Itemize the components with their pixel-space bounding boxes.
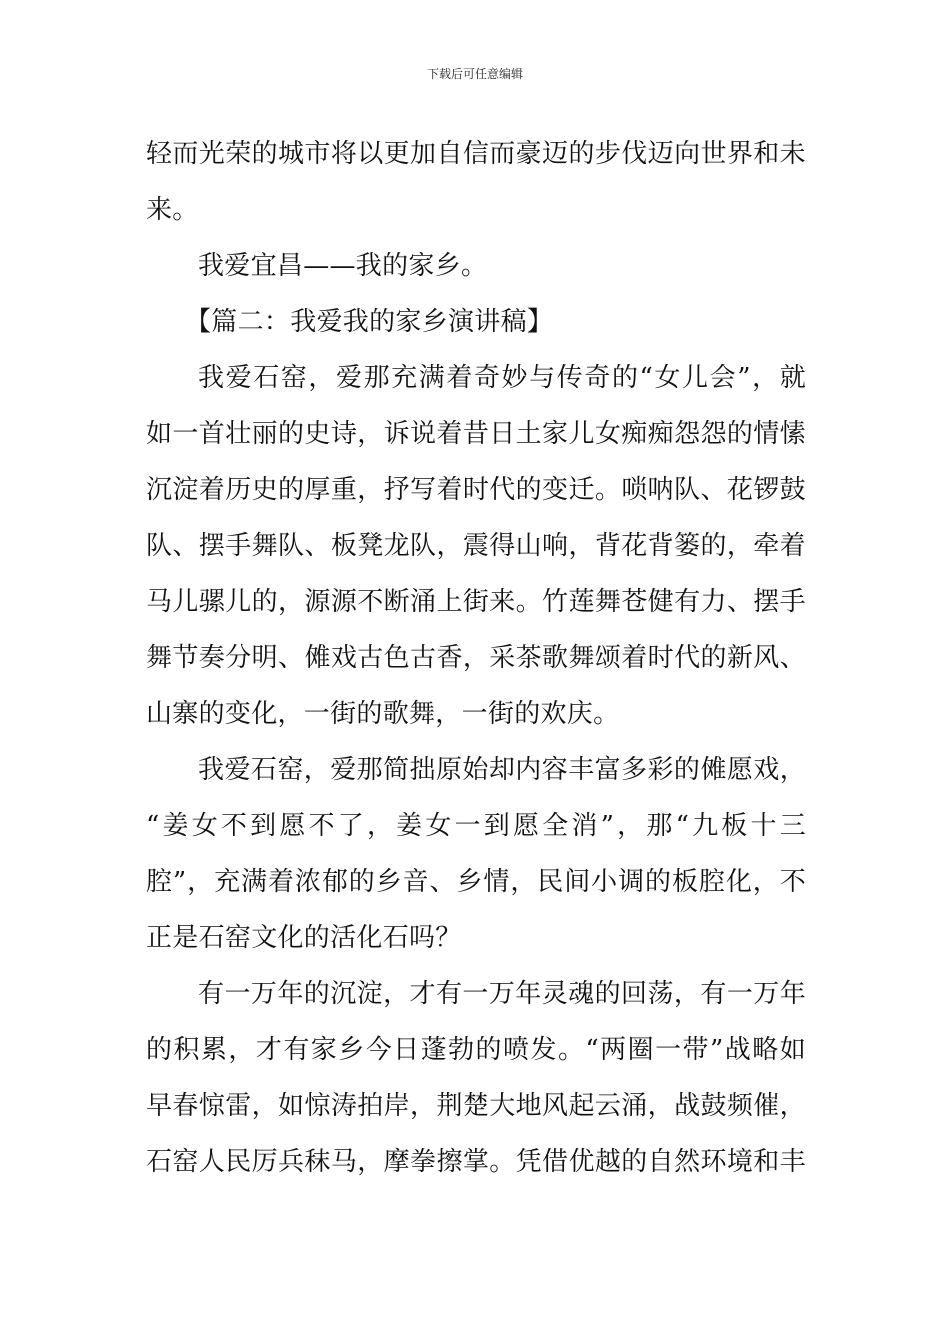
text-line: 腔”，充满着浓郁的乡音、乡情，民间小调的板腔化，不 [146, 867, 806, 897]
text-line: “姜女不到愿不了，姜女一到愿全消”，那“九板十三 [146, 811, 806, 841]
text-line: 我爱石窑，爱那简拙原始却内容丰富多彩的傩愿戏， [198, 755, 806, 785]
text-line: 正是石窑文化的活化石吗？ [146, 923, 462, 953]
text-line: 舞节奏分明、傩戏古色古香，采茶歌舞颂着时代的新风、 [146, 643, 806, 673]
page-header-note: 下载后可任意编辑 [426, 67, 523, 81]
text-line: 轻而光荣的城市将以更加自信而豪迈的步伐迈向世界和未 [146, 139, 806, 169]
section-heading: 【篇二：我爱我的家乡演讲稿】 [185, 307, 554, 337]
text-line: 石窑人民厉兵秣马，摩拳擦掌。凭借优越的自然环境和丰 [146, 1147, 806, 1177]
text-line: 早春惊雷，如惊涛拍岸，荆楚大地风起云涌，战鼓频催， [146, 1091, 806, 1121]
text-line: 沉淀着历史的厚重，抒写着时代的变迁。唢呐队、花锣鼓 [146, 475, 806, 505]
text-line: 有一万年的沉淀，才有一万年灵魂的回荡，有一万年 [198, 979, 806, 1009]
text-line: 我爱宜昌——我的家乡。 [198, 251, 488, 281]
text-line: 马儿骡儿的，源源不断涌上街来。竹莲舞苍健有力、摆手 [146, 587, 806, 617]
text-line: 山寨的变化，一街的歌舞，一街的欢庆。 [146, 699, 620, 729]
text-line: 队、摆手舞队、板凳龙队，震得山响，背花背篓的，牵着 [146, 531, 806, 561]
text-line: 的积累，才有家乡今日蓬勃的喷发。“两圈一带”战略如 [146, 1035, 806, 1065]
text-line: 来。 [146, 195, 199, 225]
text-line: 如一首壮丽的史诗，诉说着昔日土家儿女痴痴怨怨的情愫 [146, 419, 806, 449]
text-line: 我爱石窑，爱那充满着奇妙与传奇的“女儿会”，就 [198, 363, 806, 393]
document-body [146, 126, 806, 1190]
